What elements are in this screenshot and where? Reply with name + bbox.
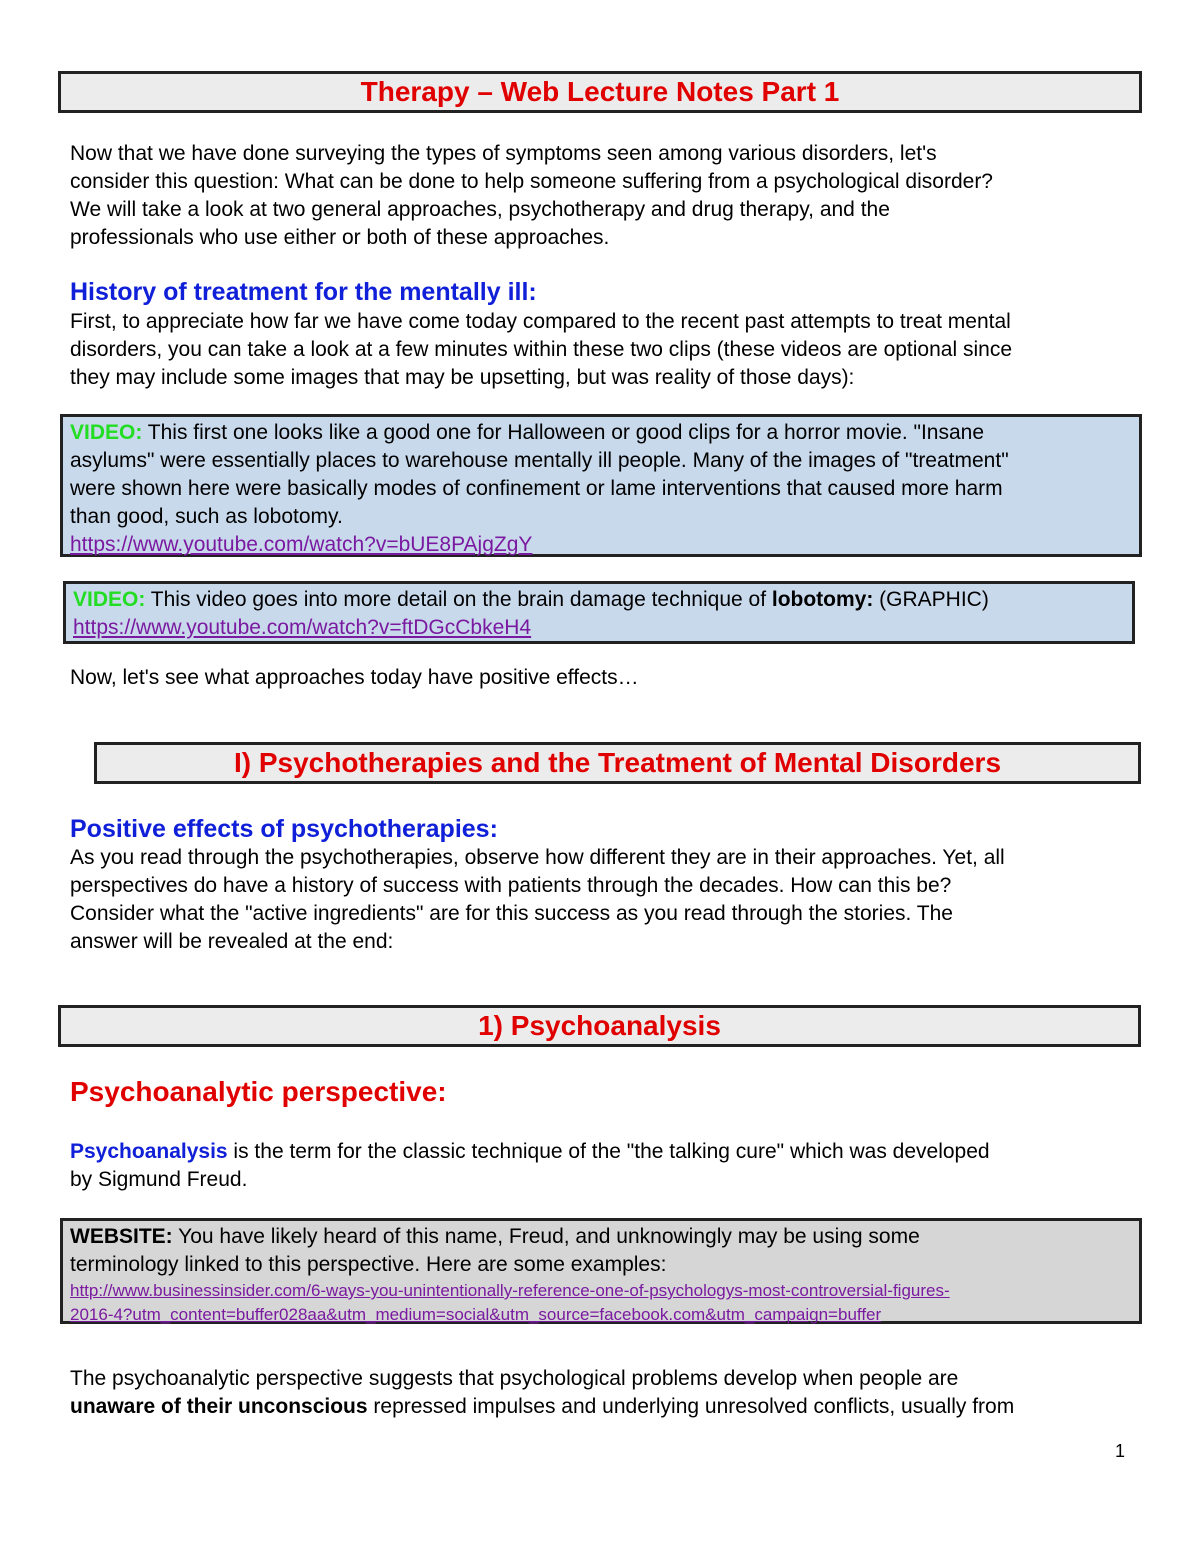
video2-text: This video goes into more detail on the brain damage technique of	[145, 588, 772, 611]
closing-line: The psychoanalytic perspective suggests that psychological problems develop when people are	[70, 1367, 959, 1390]
history-paragraph	[70, 308, 1135, 392]
history-line: First, to appreciate how far we have come today compared to the recent past attempts to treat mental	[70, 310, 1011, 333]
video2-link[interactable]: https://www.youtube.com/watch?v=ftDGcCbkeH4	[73, 616, 532, 639]
history-line: disorders, you can take a look at a few minutes within these two clips (these videos are optional since	[70, 338, 1012, 361]
website-callout	[60, 1218, 1142, 1324]
video2-bold: lobotomy:	[771, 588, 874, 611]
website-link-cont[interactable]: 2016-4?utm_content=buffer028aa&utm_medium=social&utm_source=facebook.com&utm_campaign=buffer	[70, 1305, 882, 1324]
intro-line: Now that we have done surveying the types of symptoms seen among various disorders, let's	[70, 142, 937, 165]
psychoanalytic-heading: Psychoanalytic perspective:	[70, 1076, 447, 1107]
video1-callout	[60, 414, 1142, 557]
page-number: 1	[1115, 1441, 1126, 1461]
website-text: You have likely heard of this name, Freud, and unknowingly may be using some	[172, 1225, 920, 1248]
video1-line: were shown here were basically modes of confinement or lame interventions that caused more harm	[70, 477, 1003, 500]
video1-text: This first one looks like a good one for Halloween or good clips for a horror movie. "Insane	[142, 421, 985, 444]
video1-line: than good, such as lobotomy.	[70, 505, 343, 528]
section2-box	[58, 1005, 1141, 1047]
positive-line: As you read through the psychotherapies, observe how different they are in their approaches. Yet, all	[70, 846, 1005, 869]
video1-link[interactable]: https://www.youtube.com/watch?v=bUE8PAjgZgY	[70, 533, 533, 556]
video2-label: VIDEO:	[73, 588, 146, 611]
section1-title: I) Psychotherapies and the Treatment of Mental Disorders	[233, 747, 1002, 778]
closing-paragraph	[70, 1365, 1140, 1421]
section2-title: 1) Psychoanalysis	[478, 1010, 721, 1041]
page-title: Therapy – Web Lecture Notes Part 1	[360, 76, 840, 107]
video2-line	[73, 586, 1124, 614]
psychoanalysis-term: Psychoanalysis	[70, 1140, 228, 1163]
positive-line: perspectives do have a history of success with patients through the decades. How can this be?	[70, 874, 952, 897]
transition-text: Now, let's see what approaches today have positive effects…	[70, 666, 639, 689]
positive-line: Consider what the "active ingredients" are for this success as you read through the stories. The	[70, 902, 953, 925]
psychoanalytic-paragraph	[70, 1138, 1135, 1194]
website-line: terminology linked to this perspective. Here are some examples:	[70, 1253, 667, 1276]
intro-paragraph	[70, 140, 1135, 252]
positive-line: answer will be revealed at the end:	[70, 930, 394, 953]
psychoanalytic-rest: is the term for the classic technique of the "the talking cure" which was developed	[227, 1140, 990, 1163]
closing-line	[70, 1393, 1140, 1421]
title-box	[58, 71, 1142, 113]
closing-rest: repressed impulses and underlying unresolved conflicts, usually from	[367, 1395, 1015, 1418]
video2-callout	[63, 581, 1135, 644]
history-heading: History of treatment for the mentally ill:	[70, 278, 537, 306]
psychoanalytic-line: by Sigmund Freud.	[70, 1168, 248, 1191]
video1-line: asylums" were essentially places to warehouse mentally ill people. Many of the images of "treatment"	[70, 449, 1009, 472]
website-line	[70, 1223, 1131, 1251]
intro-line: We will take a look at two general approaches, psychotherapy and drug therapy, and the	[70, 198, 890, 221]
psychoanalytic-line	[70, 1138, 1135, 1166]
video1-label: VIDEO:	[70, 421, 143, 444]
closing-bold: unaware of their unconscious	[70, 1395, 368, 1418]
positive-paragraph	[70, 844, 1135, 956]
positive-heading: Positive effects of psychotherapies:	[70, 815, 498, 843]
video2-tail: (GRAPHIC)	[873, 588, 989, 611]
intro-line: consider this question: What can be done to help someone suffering from a psychological disorder?	[70, 170, 993, 193]
website-link[interactable]: http://www.businessinsider.com/6-ways-you-unintentionally-reference-one-of-psychologys-most-controversial-figures-	[70, 1281, 950, 1300]
intro-line: professionals who use either or both of these approaches.	[70, 226, 610, 249]
history-line: they may include some images that may be upsetting, but was reality of those days):	[70, 366, 855, 389]
video1-line	[70, 419, 1131, 447]
section1-box	[94, 742, 1141, 784]
website-label: WEBSITE:	[70, 1225, 173, 1248]
